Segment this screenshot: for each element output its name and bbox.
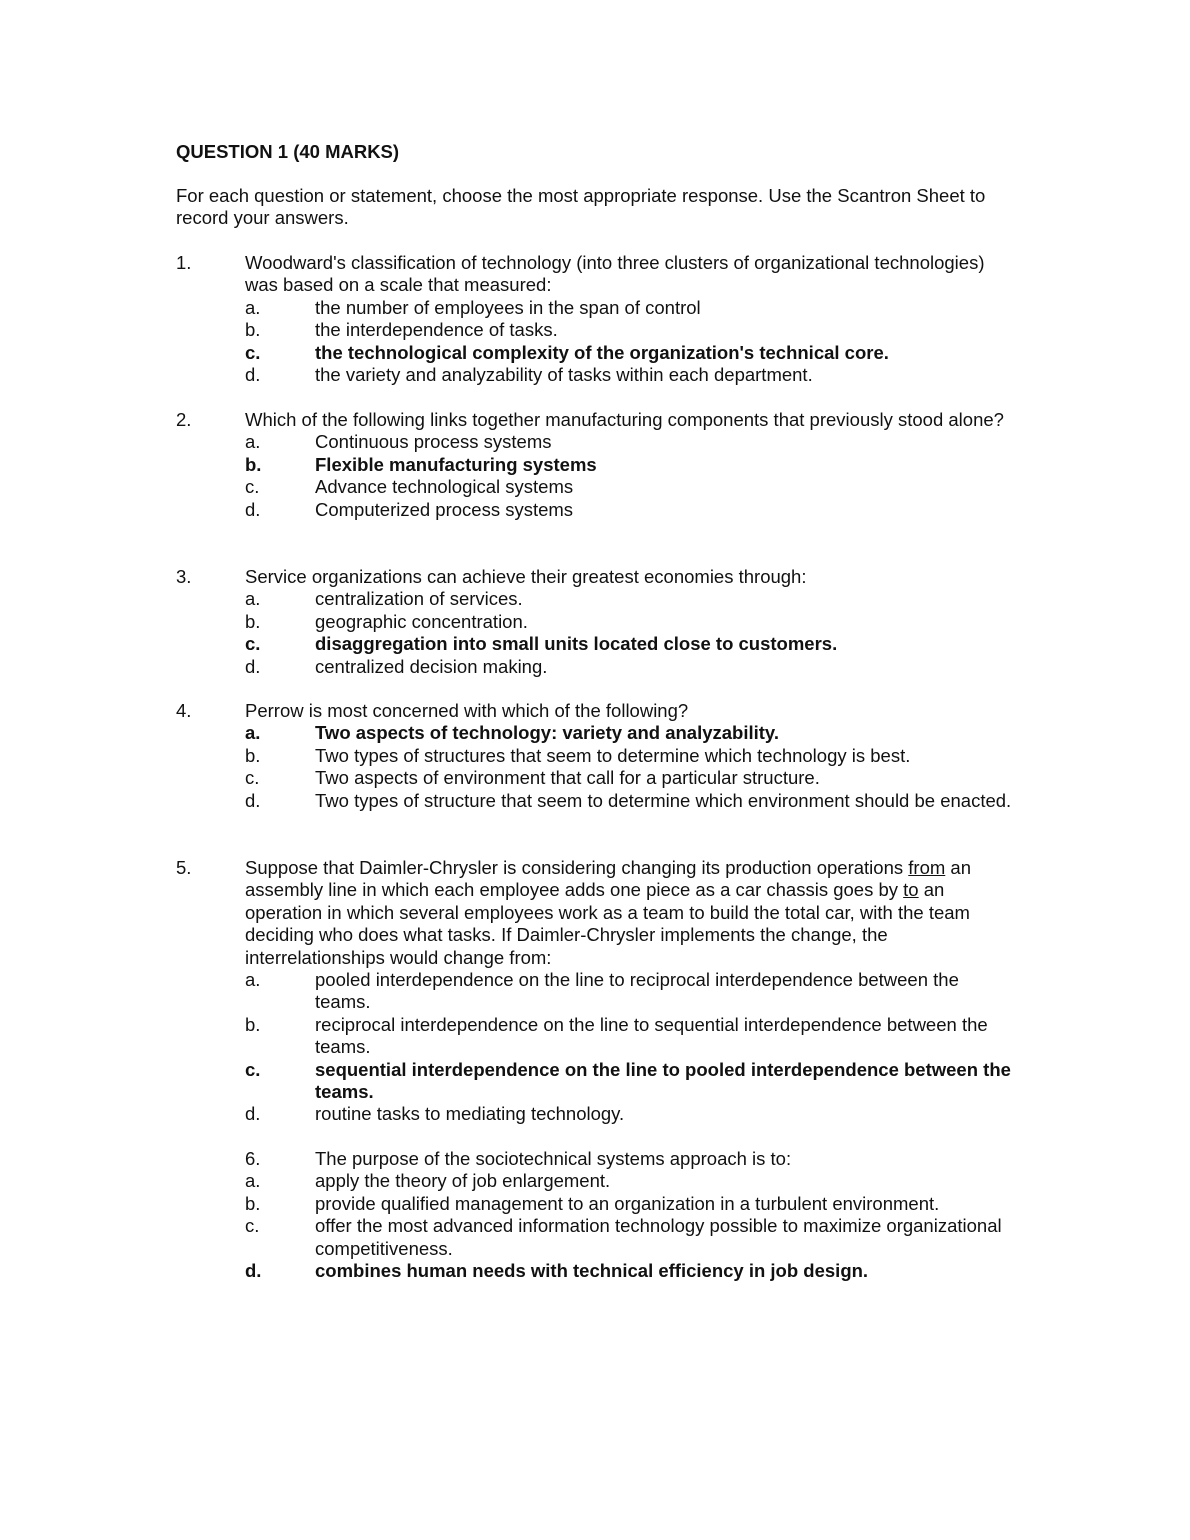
option-letter: c. [245,476,260,498]
option-text: centralization of services. [315,588,523,610]
question-number: 5. [176,857,192,878]
option-c [245,476,1026,498]
question-6 [176,1148,1026,1282]
option-b [245,745,1026,767]
question-text: The purpose of the sociotechnical systems approach is to: [315,1148,792,1169]
underlined-word-to: to [903,879,919,901]
option-text: geographic concentration. [315,610,528,632]
option-letter: d. [245,498,261,520]
option-letter: b. [245,453,262,475]
option-letter: b. [245,319,261,341]
option-letter: a. [245,431,261,453]
option-a [245,1170,1026,1192]
option-text: Two types of structure that seem to determine which environment should be enacted. [315,789,1012,811]
option-c-answer [245,1059,1026,1104]
question-text-part: Suppose that Daimler-Chrysler is considering changing its production operations [245,857,909,878]
option-text: the variety and analyzability of tasks within each department. [315,364,813,386]
option-b [245,611,1026,633]
option-b [245,1193,1026,1215]
question-number: 6. [245,1148,261,1169]
question-1 [176,252,1026,386]
option-letter: c. [245,1215,260,1237]
option-d [245,656,1026,678]
option-letter: b. [245,1192,261,1214]
option-letter: d. [245,364,261,386]
option-text: pooled interdependence on the line to reciprocal interdependence between the teams. [315,969,959,1013]
option-a [245,431,1026,453]
question-text: Woodward's classification of technology (into three clusters of organizational technologies) was based on a scale that measured: [245,252,985,296]
option-d [245,790,1026,812]
option-letter: b. [245,1013,261,1035]
option-letter: a. [245,722,261,744]
question-text-part: an operation in which several employees work as a team to build the total car, with the team deciding who does what tasks. If Daimler-Chrysler implements the change, the interrelationships would change from: [245,879,970,968]
question-number: 3. [176,566,192,587]
option-letter: d. [245,655,261,677]
question-2 [176,409,1026,521]
question-text: Service organizations can achieve their greatest economies through: [245,566,807,587]
option-c-answer [245,342,1026,364]
option-c-answer [245,633,1026,655]
option-letter: a. [245,296,261,318]
option-letter: a. [245,588,261,610]
option-text: combines human needs with technical efficiency in job design. [315,1260,869,1282]
option-letter: c. [245,633,261,655]
option-text: Two aspects of environment that call for a particular structure. [315,767,820,789]
option-text: reciprocal interdependence on the line to sequential interdependence between the teams. [315,1013,988,1058]
option-a [245,297,1026,319]
option-letter: c. [245,341,261,363]
question-number: 2. [176,409,192,430]
option-a-answer [245,722,1026,744]
option-letter: a. [245,969,261,991]
option-d [245,1103,1026,1125]
option-letter: c. [245,767,260,789]
question-number: 4. [176,700,192,721]
option-text: Flexible manufacturing systems [315,453,597,475]
option-text: the interdependence of tasks. [315,319,558,341]
question-text [245,857,1015,969]
option-b [245,319,1026,341]
underlined-word-from: from [908,857,946,878]
option-b [245,1014,1026,1059]
option-a [245,969,1026,1014]
option-text: disaggregation into small units located close to customers. [315,633,838,655]
option-text: the technological complexity of the organization's technical core. [315,341,889,363]
option-text: the number of employees in the span of control [315,296,701,318]
question-text-part: an assembly line in which each employee adds one piece as a car chassis goes by [245,857,971,901]
option-letter: d. [245,1103,261,1125]
option-d [245,499,1026,521]
option-text: Continuous process systems [315,431,552,453]
section-heading: QUESTION 1 (40 MARKS) [176,141,400,162]
option-a [245,588,1026,610]
option-b-answer [245,454,1026,476]
option-text: offer the most advanced information technology possible to maximize organizational competitiveness. [315,1215,1002,1259]
option-text: Computerized process systems [315,498,574,520]
option-text: apply the theory of job enlargement. [315,1170,611,1192]
option-letter: b. [245,610,261,632]
option-text: Two aspects of technology: variety and analyzability. [315,722,779,744]
question-4 [176,700,1026,812]
option-letter: b. [245,744,261,766]
option-text: sequential interdependence on the line to pooled interdependence between the teams. [315,1058,1011,1103]
option-text: Advance technological systems [315,476,574,498]
option-text: provide qualified management to an organization in a turbulent environment. [315,1192,940,1214]
instructions-paragraph: For each question or statement, choose the most appropriate response. Use the Scantron Sheet to record your answers. [176,185,986,229]
option-c [245,1215,1026,1260]
question-3 [176,566,1026,678]
option-letter: d. [245,789,261,811]
option-d-answer [245,1260,1026,1282]
question-number: 1. [176,252,192,273]
option-c [245,767,1026,789]
option-letter: d. [245,1260,262,1282]
question-5 [176,857,1026,1126]
question-text: Which of the following links together manufacturing components that previously stood alone? [245,409,1004,430]
option-text: Two types of structures that seem to determine which technology is best. [315,744,911,766]
option-text: routine tasks to mediating technology. [315,1103,625,1125]
option-letter: a. [245,1170,261,1192]
question-text: Perrow is most concerned with which of the following? [245,700,689,721]
option-letter: c. [245,1058,261,1080]
option-text: centralized decision making. [315,655,548,677]
option-d [245,364,1026,386]
